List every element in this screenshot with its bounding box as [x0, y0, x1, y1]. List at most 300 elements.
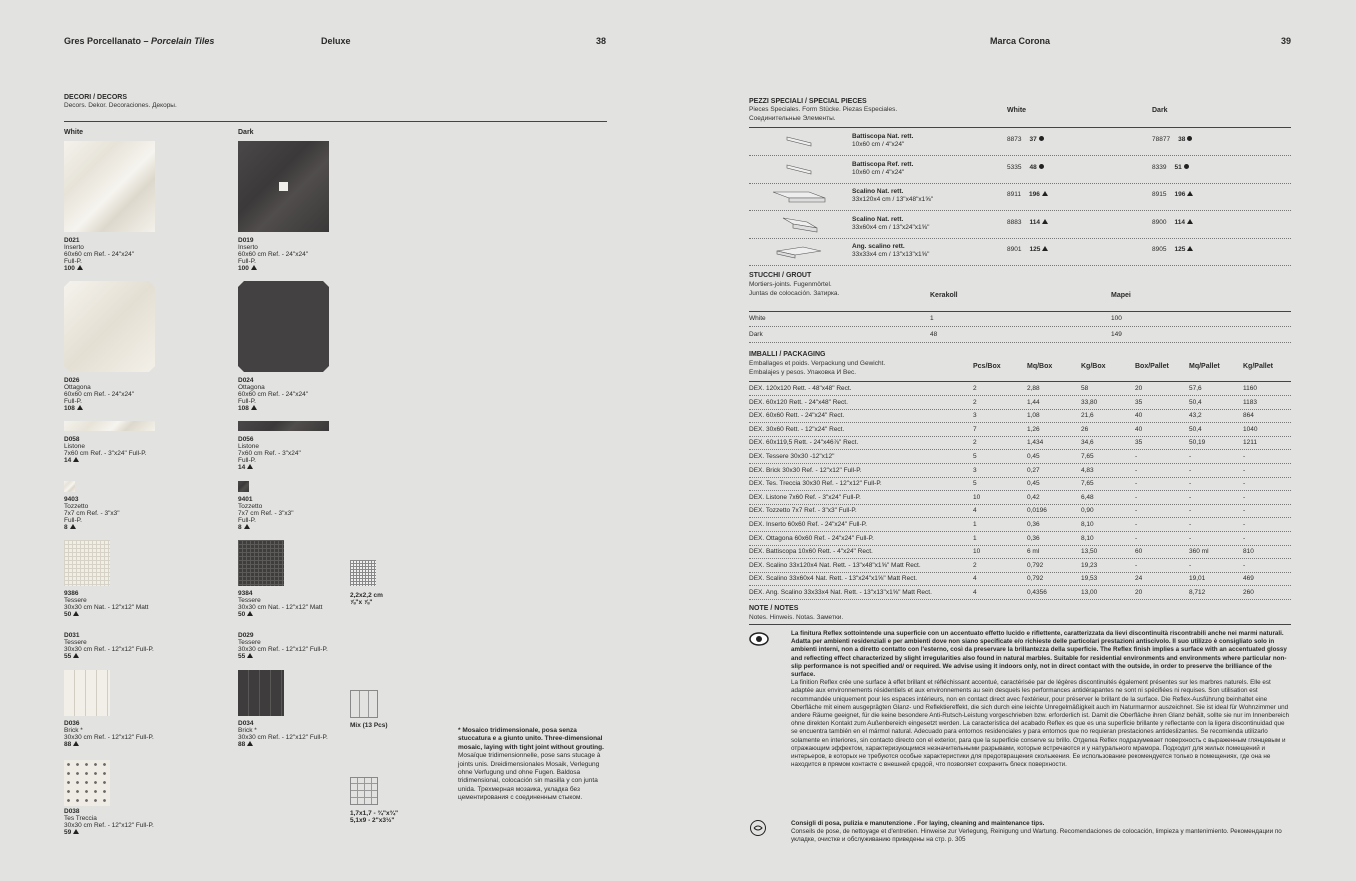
- tile-name: Listone: [64, 443, 85, 450]
- mosaic-footnote-bold: * Mosaico tridimensionale, posa senza stuccatura e a giunto unito. Three-dimensional mosaic, laying with tight joint without grouting.: [458, 727, 604, 751]
- treccia-diagram: [350, 777, 378, 805]
- packaging-value: 1,44: [1027, 398, 1040, 406]
- packaging-value: -: [1135, 561, 1138, 569]
- decori-subtitle: Decors. Dekor. Decoraciones. Декоры.: [64, 102, 177, 109]
- swatch-d056: [238, 421, 329, 431]
- packaging-value: 1040: [1243, 425, 1258, 433]
- special-piece-name: [852, 161, 913, 177]
- special-piece-dark-code: [1152, 191, 1193, 198]
- tile-qty: 100: [238, 265, 249, 272]
- special-piece-row: [749, 156, 1291, 183]
- tile-size: 30x30 cm Ref. - 12"x12" Full-P.: [238, 734, 328, 741]
- special-piece-size: 33x120x4 cm / 13"x48"x1⅝": [852, 196, 933, 203]
- tile-info-d038: [64, 808, 154, 836]
- tile-size: 60x60 cm Ref. - 24"x24": [238, 391, 309, 398]
- triangle-icon: [77, 265, 83, 270]
- header-category-text: Gres Porcellanato –: [64, 36, 152, 46]
- dot-icon: [1184, 164, 1189, 169]
- special-piece-title: Battiscopa Ref. rett.: [852, 160, 914, 168]
- packaging-value: 0,4356: [1027, 589, 1047, 596]
- packaging-value: 6,48: [1081, 493, 1094, 501]
- packaging-item: DEX. 60x60 Rett. - 24"x24" Rect.: [749, 412, 845, 420]
- tile-code: D056: [238, 436, 254, 443]
- size-brick-label: Mix (13 Pcs): [350, 722, 388, 729]
- packaging-value: 0,27: [1027, 466, 1040, 474]
- tile-code: D034: [238, 720, 254, 727]
- special-piece-dark-code: [1152, 219, 1193, 226]
- decori-title: DECORI / DECORS: [64, 94, 128, 101]
- packaging-value: -: [1189, 453, 1192, 460]
- packaging-item: DEX. Battiscopa 10x60 Rett. - 4"x24" Rect.: [749, 548, 873, 556]
- packaging-item: DEX. Scalino 33x120x4 Nat. Rett. - 13"x48"x1⅝" Matt Rect.: [749, 561, 921, 569]
- triangle-icon: [247, 464, 253, 469]
- special-piece-size: 10x60 cm / 4"x24": [852, 141, 905, 148]
- swatch-d038: [64, 760, 110, 806]
- tile-qty: 108: [64, 405, 75, 412]
- packaging-value: -: [1135, 466, 1138, 474]
- dark-code: 78877: [1152, 136, 1171, 143]
- packaging-value: 2,88: [1027, 385, 1040, 392]
- grout-separator: [749, 326, 1291, 327]
- packaging-item: DEX. Tessere 30x30 -12"x12": [749, 453, 835, 460]
- dark-qty: 51: [1174, 163, 1182, 171]
- packaging-item: DEX. 60x120 Rett. - 24"x48" Rect.: [749, 398, 848, 406]
- dark-code: 8905: [1152, 246, 1167, 253]
- tile-code: D019: [238, 237, 254, 244]
- packaging-value: 2: [973, 561, 977, 569]
- swatch-d021: [64, 141, 155, 232]
- packaging-value: -: [1243, 453, 1246, 460]
- special-piece-white-code: [1007, 136, 1044, 143]
- tile-name: Tes Treccia: [64, 815, 97, 822]
- triangle-icon: [1187, 219, 1193, 224]
- tile-size: 30x30 cm Ref. - 12"x12" Full-P.: [64, 646, 154, 653]
- tile-code: 9403: [64, 496, 79, 503]
- special-piece-title: Scalino Nat. rett.: [852, 188, 904, 195]
- tile-qty: 108: [238, 405, 249, 412]
- header-brand: Marca Corona: [990, 36, 1051, 46]
- packaging-separator: [749, 422, 1291, 423]
- grout-separator: [749, 342, 1291, 343]
- tile-qty: 50: [64, 611, 72, 618]
- size-treccia-2: 5,1x9 - 2"x3½": [350, 817, 395, 824]
- special-piece-row: [749, 128, 1291, 155]
- maintenance-note: [791, 820, 1291, 845]
- swatch-d026: [64, 281, 155, 372]
- packaging-value: 50,19: [1189, 439, 1206, 447]
- packaging-value: -: [1243, 466, 1246, 474]
- packaging-value: -: [1243, 561, 1246, 569]
- tile-info-d026: [64, 377, 134, 412]
- tile-info-d031: [64, 632, 154, 660]
- stucchi-subtitle-2: Juntas de colocación. Затирка.: [749, 290, 840, 297]
- special-piece-name: [852, 188, 933, 204]
- ottagona-dark-shape: [238, 281, 329, 372]
- stucchi-col-kerakoll: Kerakoll: [930, 292, 958, 299]
- packaging-value: 40: [1135, 412, 1143, 420]
- packaging-value: -: [1135, 480, 1138, 488]
- packaging-value: -: [1189, 480, 1192, 488]
- tile-name: Inserto: [64, 244, 84, 251]
- special-piece-name: [852, 133, 913, 149]
- imballi-divider: [749, 381, 1291, 382]
- packaging-header: Box/Pallet: [1135, 363, 1169, 370]
- tile-name: Tessere: [238, 639, 261, 646]
- tile-qty: 14: [64, 457, 72, 464]
- packaging-value: 1,434: [1027, 439, 1044, 447]
- packaging-separator: [749, 572, 1291, 573]
- packaging-value: 360 ml: [1189, 548, 1209, 556]
- packaging-value: 4: [973, 589, 977, 596]
- special-piece-row: [749, 238, 1291, 265]
- reflex-note: [791, 630, 1291, 769]
- packaging-value: 2: [973, 385, 977, 392]
- packaging-value: 810: [1243, 548, 1254, 556]
- triangle-icon: [73, 653, 79, 658]
- tile-size: 7x60 cm Ref. - 3"x24" Full-P.: [64, 450, 147, 457]
- packaging-value: -: [1135, 453, 1138, 460]
- tile-info-d029: [238, 632, 328, 660]
- packaging-value: 3: [973, 466, 977, 474]
- triangle-icon: [247, 611, 253, 616]
- packaging-value: -: [1189, 561, 1192, 569]
- imballi-title: IMBALLI / PACKAGING: [749, 351, 826, 358]
- size-tessere-cm: 2,2x2,2 cm: [350, 592, 383, 599]
- white-code: 8873: [1007, 136, 1022, 143]
- reflex-note-bold: La finitura Reflex sottointende una superficie con un accentuato effetto lucido e riflettente, caratterizzata da lievi discontinuità riscontrabili anche nei marmi naturali. Adatta per ambienti residenziali e per ambienti dove non siano specificate e/o richieste delle particolari prestazioni antiscivolo. Il suo utilizzo è consigliato solo in ambienti interni, non a diretto contatto con l'esterno, così da preservare la brillantezza della superficie. The Reflex finish implies a surface with an accentuated glossy and reflecting effect characterized by slight irregularities also found in natural marbles. Suitable for residential environments and environments where particular non-slip performance is not specified and/ or required. We advise using it indoors only, not in direct contact with the outside, in order to preserve the brilliance of the surface.: [791, 630, 1287, 679]
- tile-qty: 50: [238, 611, 246, 618]
- dark-code: 8339: [1152, 163, 1167, 171]
- special-piece-title: Ang. scalino rett.: [852, 243, 905, 250]
- tile-name: Inserto: [238, 244, 258, 251]
- tile-info-9403: [64, 496, 120, 531]
- dot-icon: [1187, 136, 1192, 141]
- special-piece-dark-code: [1152, 136, 1192, 143]
- packaging-value: 60: [1135, 548, 1143, 556]
- inserto-square: [279, 182, 288, 191]
- triangle-icon: [1042, 219, 1048, 224]
- packaging-value: 1: [973, 521, 977, 528]
- packaging-separator: [749, 477, 1291, 478]
- tile-name: Listone: [238, 443, 259, 450]
- packaging-value: 58: [1081, 385, 1089, 392]
- tile-finish: Full-P.: [64, 398, 82, 405]
- special-piece-white-code: [1007, 164, 1044, 171]
- packaging-value: -: [1243, 534, 1246, 542]
- tile-code: D031: [64, 632, 80, 639]
- tile-qty: 55: [64, 653, 72, 660]
- packaging-value: -: [1135, 507, 1138, 515]
- tile-name: Ottagona: [64, 384, 91, 391]
- special-piece-title: Battiscopa Nat. rett.: [852, 133, 914, 140]
- tile-finish: Full-P.: [64, 258, 82, 265]
- tile-qty: 8: [64, 524, 68, 531]
- tile-code: 9386: [64, 590, 79, 597]
- packaging-value: 3: [973, 412, 977, 420]
- packaging-value: 0,90: [1081, 507, 1094, 515]
- packaging-value: -: [1189, 507, 1192, 515]
- swatch-d036: [64, 670, 110, 716]
- imballi-subtitle-1: Emballages et poids. Verpackung und Gewicht.: [749, 360, 886, 367]
- tile-name: Tessere: [64, 639, 87, 646]
- packaging-value: 4: [973, 575, 977, 583]
- packaging-value: -: [1135, 521, 1138, 528]
- packaging-item: DEX. Ang. Scalino 33x33x4 Nat. Rett. - 13"x13"x1⅝" Matt Rect.: [749, 589, 932, 596]
- packaging-value: 13,00: [1081, 589, 1098, 596]
- packaging-separator: [749, 395, 1291, 396]
- swatch-d024: [238, 281, 329, 372]
- tile-qty: 88: [238, 741, 246, 748]
- tile-info-d036: [64, 720, 154, 748]
- pezzi-col-white: White: [1007, 107, 1027, 114]
- packaging-item: DEX. Tozzetto 7x7 Ref. - 3"x3" Full-P.: [749, 507, 857, 515]
- special-piece-white-code: [1007, 246, 1048, 253]
- packaging-value: 4,83: [1081, 466, 1094, 474]
- packaging-value: 0,45: [1027, 480, 1040, 488]
- packaging-header: Mq/Pallet: [1189, 363, 1220, 370]
- tile-code: D058: [64, 436, 80, 443]
- tile-qty: 14: [238, 464, 246, 471]
- packaging-value: -: [1243, 521, 1246, 528]
- tile-name: Brick *: [238, 727, 257, 734]
- packaging-value: 8,10: [1081, 534, 1094, 542]
- pezzi-subtitle-1: Pieces Speciales. Form Stücke. Piezas Especiales.: [749, 106, 898, 113]
- packaging-value: 0,792: [1027, 561, 1044, 569]
- tile-info-d019: [238, 237, 308, 272]
- packaging-value: 19,01: [1189, 575, 1206, 583]
- tile-info-d024: [238, 377, 308, 412]
- packaging-value: -: [1189, 466, 1192, 474]
- special-piece-white-code: [1007, 219, 1048, 226]
- packaging-value: 20: [1135, 589, 1143, 596]
- special-piece-row: [749, 211, 1291, 238]
- triangle-icon: [251, 405, 257, 410]
- tile-code: D021: [64, 237, 80, 244]
- stucchi-col-mapei: Mapei: [1111, 292, 1131, 299]
- page-number-right: 39: [1281, 36, 1292, 46]
- ottagona-white-shape: [64, 281, 155, 372]
- special-piece-name: [852, 243, 929, 259]
- special-piece-dark-code: [1152, 246, 1193, 253]
- tile-qty: 88: [64, 741, 72, 748]
- pezzi-title: PEZZI SPECIALI / SPECIAL PIECES: [749, 98, 867, 105]
- dot-icon: [1039, 164, 1044, 169]
- tile-size: 7x7 cm Ref. - 3"x3": [64, 510, 120, 517]
- dot-icon: [1039, 136, 1044, 141]
- packaging-value: -: [1189, 521, 1192, 528]
- tile-size: 30x30 cm Nat. - 12"x12" Matt: [238, 604, 323, 611]
- dark-qty: 38: [1178, 136, 1186, 143]
- packaging-separator: [749, 409, 1291, 410]
- tile-code: D029: [238, 632, 254, 639]
- imballi-subtitle-2: Embalajes y pesos. Упаковка И Вес.: [749, 369, 857, 376]
- triangle-icon: [73, 741, 79, 746]
- tile-size: 30x30 cm Ref. - 12"x12" Full-P.: [238, 646, 328, 653]
- stucchi-subtitle-1: Mortiers-joints. Fugenmörtel.: [749, 281, 832, 288]
- header-collection: Deluxe: [321, 36, 351, 46]
- white-code: 8883: [1007, 218, 1022, 226]
- grout-name: White: [749, 315, 766, 322]
- packaging-separator: [749, 449, 1291, 450]
- packaging-value: 35: [1135, 439, 1143, 447]
- packaging-separator: [749, 599, 1291, 600]
- packaging-separator: [749, 490, 1291, 491]
- tile-size: 60x60 cm Ref. - 24"x24": [64, 391, 135, 398]
- size-brick: [350, 722, 388, 729]
- white-qty: 114: [1029, 218, 1040, 226]
- tile-info-9386: [64, 590, 148, 618]
- packaging-value: 50,4: [1189, 398, 1202, 406]
- special-piece-dark-code: [1152, 164, 1189, 171]
- triangle-icon: [247, 653, 253, 658]
- tile-info-9401: [238, 496, 294, 531]
- packaging-value: 1,26: [1027, 425, 1040, 433]
- packaging-value: 35: [1135, 398, 1143, 406]
- header-category: [64, 36, 214, 46]
- packaging-item: DEX. Inserto 60x60 Ref. - 24"x24" Full-P.: [749, 521, 867, 528]
- special-piece-size: 33x60x4 cm / 13"x24"x1⅝": [852, 223, 930, 231]
- packaging-value: 864: [1243, 412, 1254, 420]
- packaging-item: DEX. 30x60 Rett. - 12"x24" Rect.: [749, 425, 845, 433]
- triangle-icon: [73, 829, 79, 834]
- swatch-9403: [64, 481, 75, 492]
- swatch-9386: [64, 540, 110, 586]
- triangle-icon: [244, 524, 250, 529]
- packaging-value: 1183: [1243, 398, 1257, 406]
- special-piece-drawing: [769, 214, 829, 236]
- packaging-value: 0,42: [1027, 493, 1040, 501]
- brick-diagram: [350, 690, 378, 718]
- triangle-icon: [1042, 246, 1048, 251]
- packaging-item: DEX. 120x120 Rett. - 48"x48" Rect.: [749, 385, 852, 392]
- tile-code: 9384: [238, 590, 253, 597]
- packaging-value: 0,36: [1027, 521, 1040, 528]
- tile-size: 30x30 cm Nat. - 12"x12" Matt: [64, 604, 149, 611]
- tile-finish: Full-P.: [238, 398, 256, 405]
- packaging-item: DEX. Scalino 33x60x4 Nat. Rett. - 13"x24"x1⅝" Matt Rect.: [749, 575, 918, 583]
- packaging-separator: [749, 504, 1291, 505]
- tile-name: Tessere: [64, 597, 87, 604]
- packaging-value: -: [1135, 493, 1138, 501]
- packaging-value: 8,712: [1189, 589, 1206, 596]
- special-piece-drawing: [769, 159, 829, 181]
- special-piece-size: 10x60 cm / 4"x24": [852, 168, 905, 176]
- packaging-separator: [749, 531, 1291, 532]
- tile-name: Tozzetto: [238, 503, 263, 510]
- packaging-value: 0,45: [1027, 453, 1040, 460]
- grout-mapei: 100: [1111, 315, 1122, 322]
- swatch-d058: [64, 421, 155, 431]
- white-code: 5335: [1007, 163, 1022, 171]
- tile-qty: 55: [238, 653, 246, 660]
- packaging-value: 10: [973, 548, 981, 556]
- tile-size: 30x30 cm Ref. - 12"x12" Full-P.: [64, 734, 154, 741]
- packaging-value: 40: [1135, 425, 1143, 433]
- packaging-separator: [749, 436, 1291, 437]
- packaging-value: -: [1243, 480, 1246, 488]
- special-piece-row: [749, 183, 1291, 210]
- packaging-value: -: [1243, 493, 1246, 501]
- packaging-value: 0,792: [1027, 575, 1044, 583]
- packaging-value: 7,65: [1081, 480, 1094, 488]
- packaging-value: 10: [973, 493, 981, 501]
- tessere-grid-diagram: [350, 560, 376, 586]
- packaging-value: 33,80: [1081, 398, 1098, 406]
- packaging-item: DEX. Tes. Treccia 30x30 Ref. - 12"x12" Full-P.: [749, 480, 882, 488]
- tile-name: Ottagona: [238, 384, 265, 391]
- packaging-value: 6 ml: [1027, 548, 1040, 556]
- tile-code: D038: [64, 808, 80, 815]
- tile-name: Tessere: [238, 597, 261, 604]
- packaging-header: Pcs/Box: [973, 363, 1001, 370]
- mosaic-footnote-rest: Mosaïque tridimensionnelle, pose sans stucage à joints unis. Dreidimensionales Mosaik, Verlegung ohne Verfugung und ohne Fugen. Baldosa tridimensional, colocación sin masilla y con junta unida. Трехмерная мозаика, укладка без цементирования с соединенным стыком.: [458, 752, 601, 802]
- packaging-value: 34,6: [1081, 439, 1094, 447]
- tile-info-d056: [238, 436, 301, 471]
- packaging-item: DEX. Listone 7x60 Ref. - 3"x24" Full-P.: [749, 493, 861, 501]
- packaging-item: DEX. Ottagona 60x60 Ref. - 24"x24" Full-P.: [749, 534, 874, 542]
- tile-qty: 8: [238, 524, 242, 531]
- grout-kerakoll: 48: [930, 331, 938, 338]
- tile-qty: 59: [64, 829, 72, 836]
- packaging-value: -: [1243, 507, 1246, 515]
- packaging-value: 24: [1135, 575, 1143, 583]
- white-qty: 37: [1029, 136, 1037, 143]
- tile-name: Tozzetto: [64, 503, 89, 510]
- packaging-value: 1: [973, 534, 977, 542]
- white-code: 8901: [1007, 246, 1022, 253]
- tile-info-d021: [64, 237, 134, 272]
- packaging-value: 2: [973, 398, 977, 406]
- swatch-d034: [238, 670, 284, 716]
- packaging-item: DEX. 60x119,5 Rett. - 24"x46⅞" Rect.: [749, 439, 859, 447]
- tile-qty: 100: [64, 265, 75, 272]
- triangle-icon: [247, 741, 253, 746]
- special-piece-drawing: [769, 241, 829, 263]
- packaging-separator: [749, 545, 1291, 546]
- packaging-header: Kg/Box: [1081, 363, 1106, 370]
- packaging-value: 5: [973, 480, 977, 488]
- reflex-note-rest: La finition Reflex crée une surface à effet brillant et réfléchissant accentué, caractérisée par de légères discontinuités également présentes sur les marbres naturels. Elle est adaptée aux environnements résidentiels et aux environnements au sein desquels les performances antidérapantes ne sont ni spécifiées ni requises. Son utilisation est recommandée uniquement pour les espaces intérieurs, non en contact direct avec l'extérieur, pour préserver le brillant de la surface. Die Reflex-Ausführung beinhaltet eine Oberfläche mit einem ausgeprägten Glanz- und Reflektiereffekt, die sich durch eine leichte Unregelmäßigkeit auch im Naturmarmor auszeichnet. Sie ist ideal für Wohnzimmer und andere Räume geeignet, für die keine besondere Anti-Rutsch-Leistung vorgeschrieben bzw. erforderlich ist. Damit die Oberfläche ihren Glanz behält, sollte sie nur im Innenbereich ohne direkten Kontakt zum Außenbereich eingesetzt werden. La característica del acabado Reflex es que es una superficie brillante y reflectante con la ligera discontinuidad que se encuentra también en el mármol natural. Adecuado para entornos residenciales y para entornos que no requieran prestaciones antideslizantes. Se recomienda utilizarlo solamente en interiores, sin contacto directo con el exterior, para que la superficie conserve su brillo. Отделка Reflex подразумевает поверхность с выраженным глянцевым и отражающим эффектом, характеризующимся незначительными разрывами, которые встречаются и у натурального мрамора. Подходит для жилых помещений и интерьеров, в которых не требуются особые характеристики для предотвращения скольжения. Ее использование рекомендуется только в помещениях, где она не находится в прямом контакте с внешней средой, что позволяет сохранить блеск поверхности.: [791, 679, 1290, 769]
- grout-mapei: 149: [1111, 331, 1122, 338]
- tile-name: Brick *: [64, 727, 83, 734]
- packaging-value: 4: [973, 507, 977, 515]
- tile-finish: Full-P.: [238, 258, 256, 265]
- packaging-value: -: [1189, 534, 1192, 542]
- tile-code: D026: [64, 377, 80, 384]
- packaging-value: 7,65: [1081, 453, 1094, 460]
- special-piece-drawing: [769, 131, 829, 153]
- packaging-header: Mq/Box: [1027, 363, 1053, 370]
- dark-qty: 196: [1174, 191, 1186, 198]
- packaging-value: 7: [973, 425, 977, 433]
- size-tessere: [350, 592, 383, 606]
- special-piece-title: Scalino Nat. rett.: [852, 215, 904, 223]
- swatch-9401: [238, 481, 249, 492]
- tile-size: 60x60 cm Ref. - 24"x24": [64, 251, 135, 258]
- stucchi-divider: [749, 311, 1291, 312]
- packaging-value: 2: [973, 439, 977, 447]
- tile-size: 7x60 cm Ref. - 3"x24": [238, 450, 301, 457]
- tile-code: 9401: [238, 496, 253, 503]
- special-piece-size: 33x33x4 cm / 13"x13"x1⅝": [852, 251, 930, 258]
- notes-divider: [749, 624, 1291, 625]
- triangle-icon: [70, 524, 76, 529]
- packaging-value: 21,6: [1081, 412, 1094, 420]
- white-qty: 48: [1029, 163, 1037, 171]
- white-qty: 196: [1028, 191, 1040, 198]
- packaging-separator: [749, 558, 1291, 559]
- packaging-value: 43,2: [1189, 412, 1202, 420]
